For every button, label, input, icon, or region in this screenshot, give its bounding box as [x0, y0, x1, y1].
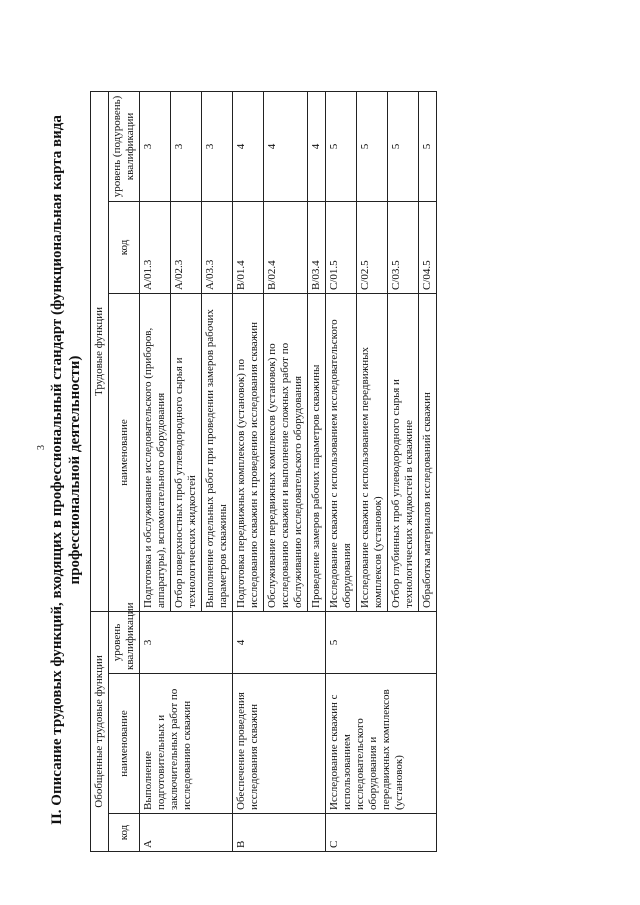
header-row-2: [109, 91, 140, 851]
function-name: Выполнение отдельных работ при проведении замеров рабочих параметров скважины: [202, 293, 233, 611]
function-name: Исследование скважин с использованием исследовательского оборудования: [326, 293, 357, 611]
header-labor-functions: Трудовые функции: [91, 91, 109, 611]
header-tf-level: уровень (подуровень) квалификации: [109, 91, 140, 201]
title-line-1: II. Описание трудовых функций, входящих в профессиональный стандарт (функциональная карта вида: [49, 115, 65, 825]
table-row: [233, 91, 264, 851]
function-code: B/01.4: [233, 201, 264, 293]
page-number: 3: [36, 445, 47, 450]
function-code: C/01.5: [326, 201, 357, 293]
header-code: код: [109, 814, 140, 852]
function-name: Обработка материалов исследований скважин: [419, 293, 437, 611]
header-generalized-functions: Обобщенные трудовые функции: [91, 611, 109, 851]
header-tf-code: код: [109, 201, 140, 293]
function-level: 3: [202, 91, 233, 201]
function-level: 4: [264, 91, 308, 201]
function-name: Отбор поверхностных проб углеводородного сырья и технологических жидкостей: [171, 293, 202, 611]
group-level: 5: [326, 611, 437, 673]
function-code: C/04.5: [419, 201, 437, 293]
function-name: Подготовка передвижных комплексов (установок) по исследованию скважин к проведению исследования скважин: [233, 293, 264, 611]
function-level: 5: [357, 91, 388, 201]
table-row: [140, 91, 171, 851]
functional-map-table: [90, 91, 437, 852]
group-name: Исследование скважин с использованием исследовательского оборудования и передвижных комплексов (установок): [326, 674, 437, 814]
group-level: 3: [140, 611, 233, 673]
function-name: Отбор глубинных проб углеводородного сырья и технологических жидкостей в скважине: [388, 293, 419, 611]
function-level: 3: [171, 91, 202, 201]
header-level: уровень квалификации: [109, 611, 140, 673]
group-name: Обеспечение проведения исследования скважин: [233, 674, 326, 814]
group-level: 4: [233, 611, 326, 673]
function-code: C/02.5: [357, 201, 388, 293]
function-level: 5: [388, 91, 419, 201]
function-level: 3: [140, 91, 171, 201]
group-name: Выполнение подготовительных и заключительных работ по исследованию скважин: [140, 674, 233, 814]
function-name: Подготовка и обслуживание исследовательского (приборов, аппаратуры), вспомогательного оборудования: [140, 293, 171, 611]
function-name: Обслуживание передвижных комплексов (установок) по исследованию скважин и выполнение сложных работ по обслуживанию исследовательского оборудования: [264, 293, 308, 611]
function-name: Исследование скважин с использованием передвижных комплексов (установок): [357, 293, 388, 611]
header-name: наименование: [109, 674, 140, 814]
function-level: 4: [308, 91, 326, 201]
function-code: A/03.3: [202, 201, 233, 293]
rotated-page-content: [40, 60, 580, 880]
group-code: A: [140, 814, 233, 852]
header-tf-name: наименование: [109, 293, 140, 611]
function-level: 5: [419, 91, 437, 201]
function-code: B/02.4: [264, 201, 308, 293]
function-code: B/03.4: [308, 201, 326, 293]
function-code: C/03.5: [388, 201, 419, 293]
document-title: [40, 60, 84, 880]
function-level: 4: [233, 91, 264, 201]
group-code: C: [326, 814, 437, 852]
header-row-1: [91, 91, 109, 851]
function-level: 5: [326, 91, 357, 201]
group-code: B: [233, 814, 326, 852]
function-code: A/01.3: [140, 201, 171, 293]
title-line-2: профессиональной деятельности): [67, 355, 83, 585]
function-name: Проведение замеров рабочих параметров скважины: [308, 293, 326, 611]
table-row: [326, 91, 357, 851]
function-code: A/02.3: [171, 201, 202, 293]
